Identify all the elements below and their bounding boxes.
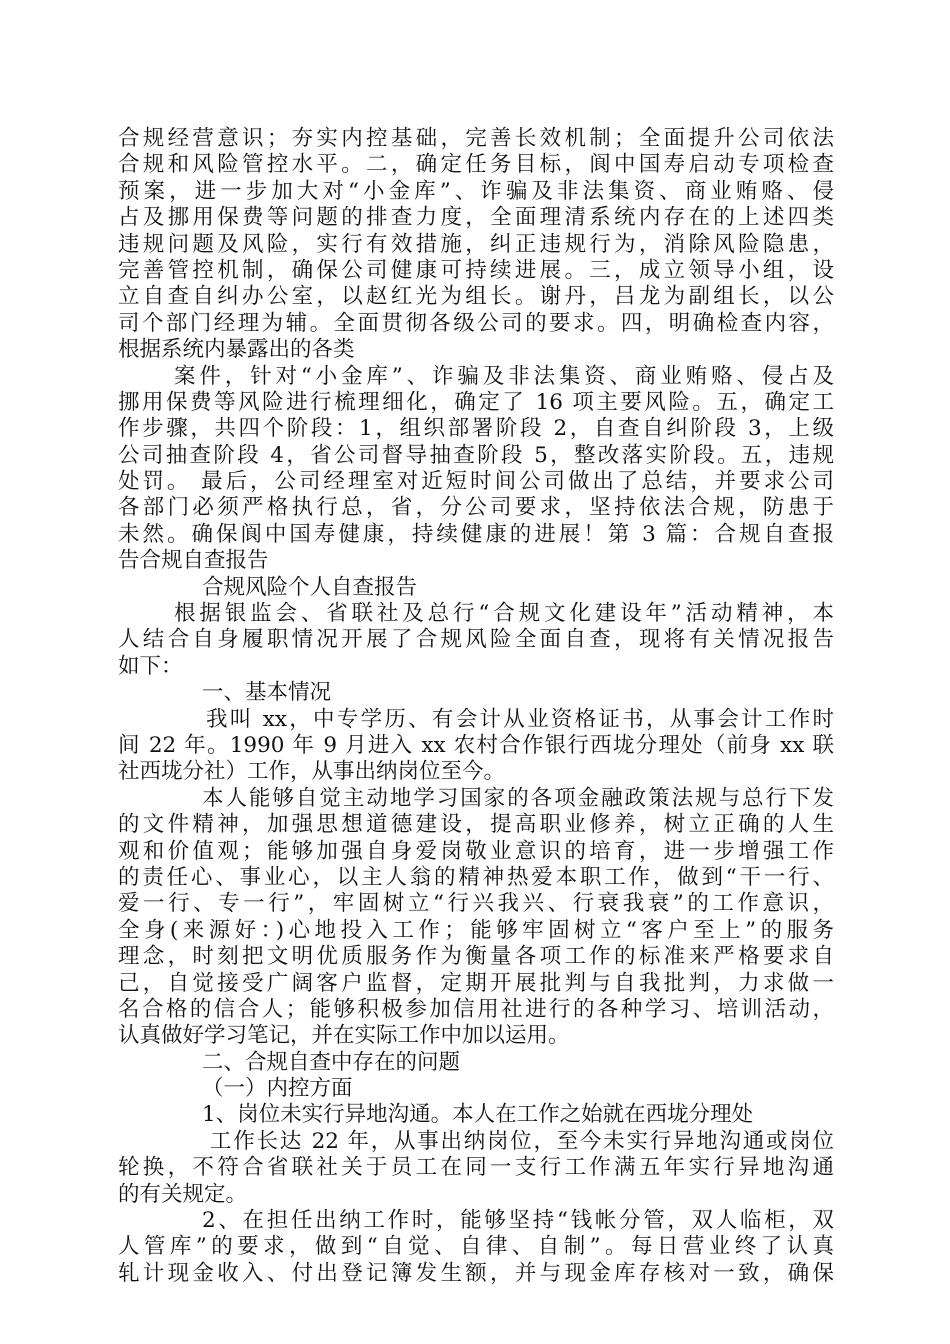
text-line: 挪用保费等风险进行梳理细化，确定了 16 项主要风险。五，确定工	[118, 389, 834, 415]
text-line: 的有关规定。	[118, 1181, 248, 1207]
text-line: （一）内控方面	[202, 1076, 353, 1102]
text-line: 认真做好学习笔记，并在实际工作中加以运用。	[118, 1023, 570, 1049]
text-line: 观和价值观；能够加强自身爱岗敬业意识的培育，进一步增强工作	[118, 838, 834, 864]
text-line: 合规和风险管控水平。二，确定任务目标，阆中国寿启动专项检查	[118, 152, 834, 178]
text-line: 一、基本情况	[202, 680, 332, 706]
text-line: 二、合规自查中存在的问题	[202, 1049, 461, 1075]
text-line: 轧计现金收入、付出登记簿发生额，并与现金库存核对一致，确保	[118, 1260, 834, 1286]
text-line: 人结合自身履职情况开展了合规风险全面自查，现将有关情况报告	[118, 627, 834, 653]
text-line: 根据系统内暴露出的各类	[118, 337, 355, 363]
text-line: 案件，针对“小金库”、诈骗及非法集资、商业贿赂、侵占及	[174, 363, 834, 389]
text-line: 爱一行、专一行”，牢固树立“行兴我兴、行衰我衰”的工作意识，	[118, 891, 834, 917]
text-line: 根据银监会、省联社及总行“合规文化建设年”活动精神，本	[174, 601, 834, 627]
text-line: 理念，时刻把文明优质服务作为衡量各项工作的标准来严格要求自	[118, 944, 834, 970]
text-line: 人管库”的要求，做到“自觉、自律、自制”。每日营业终了认真	[118, 1234, 834, 1260]
text-line: 2、在担任出纳工作时，能够坚持“钱帐分管，双人临柜，双	[202, 1208, 834, 1234]
text-line: 未然。确保阆中国寿健康，持续健康的进展！第 3 篇：合规自查报	[118, 521, 834, 547]
text-line: 的责任心、事业心，以主人翁的精神热爱本职工作，做到“干一行、	[118, 864, 834, 890]
text-line: 作步骤，共四个阶段：1，组织部署阶段 2，自查自纠阶段 3，上级	[118, 416, 834, 442]
text-line: 完善管控机制，确保公司健康可持续进展。三，成立领导小组，设	[118, 257, 834, 283]
text-line: 我叫 xx，中专学历、有会计从业资格证书，从事会计工作时	[206, 706, 834, 732]
text-line: 轮换，不符合省联社关于员工在同一支行工作满五年实行异地沟通	[118, 1155, 834, 1181]
text-line: 公司抽查阶段 4，省公司督导抽查阶段 5，整改落实阶段。五，违规	[118, 442, 834, 468]
text-line: 的文件精神，加强思想道德建设，提高职业修养，树立正确的人生	[118, 812, 834, 838]
text-line: 1、岗位未实行异地沟通。本人在工作之始就在西垅分理处	[202, 1102, 754, 1128]
text-line: 社西垅分社）工作，从事出纳岗位至今。	[118, 759, 506, 785]
text-line: 各部门必须严格执行总，省，分公司要求，坚持依法合规，防患于	[118, 495, 834, 521]
text-line: 己，自觉接受广阔客户监督，定期开展批判与自我批判，力求做一	[118, 970, 834, 996]
text-line: 本人能够自觉主动地学习国家的各项金融政策法规与总行下发	[202, 785, 834, 811]
text-line: 占及挪用保费等问题的排查力度，全面理清系统内存在的上述四类	[118, 205, 834, 231]
text-line: 司个部门经理为辅。全面贯彻各级公司的要求。四，明确检查内容，	[118, 310, 834, 336]
text-line: 立自查自纠办公室，以赵红光为组长。谢丹，吕龙为副组长，以公	[118, 284, 834, 310]
text-line: 工作长达 22 年，从事出纳岗位，至今未实行异地沟通或岗位	[210, 1128, 834, 1154]
document-body	[118, 126, 834, 1287]
text-line: 间 22 年。1990 年 9 月进入 xx 农村合作银行西垅分理处（前身 xx 联	[118, 732, 834, 758]
text-line: 合规经营意识；夯实内控基础，完善长效机制；全面提升公司依法	[118, 126, 834, 151]
text-line: 预案，进一步加大对“小金库”、诈骗及非法集资、商业贿赂、侵	[118, 178, 834, 204]
text-line: 违规问题及风险，实行有效措施，纠正违规行为，消除风险隐患，	[118, 231, 834, 257]
text-line: 如下：	[118, 653, 183, 679]
text-line: 合规风险个人自查报告	[202, 574, 418, 600]
text-line: 告合规自查报告	[118, 548, 269, 574]
text-line: 处罚。 最后，公司经理室对近短时间公司做出了总结，并要求公司	[118, 469, 834, 495]
text-line: 名合格的信合人；能够积极参加信用社进行的各种学习、培训活动，	[118, 996, 834, 1022]
text-line: 全身(来源好：)心地投入工作；能够牢固树立“客户至上”的服务	[118, 917, 834, 943]
